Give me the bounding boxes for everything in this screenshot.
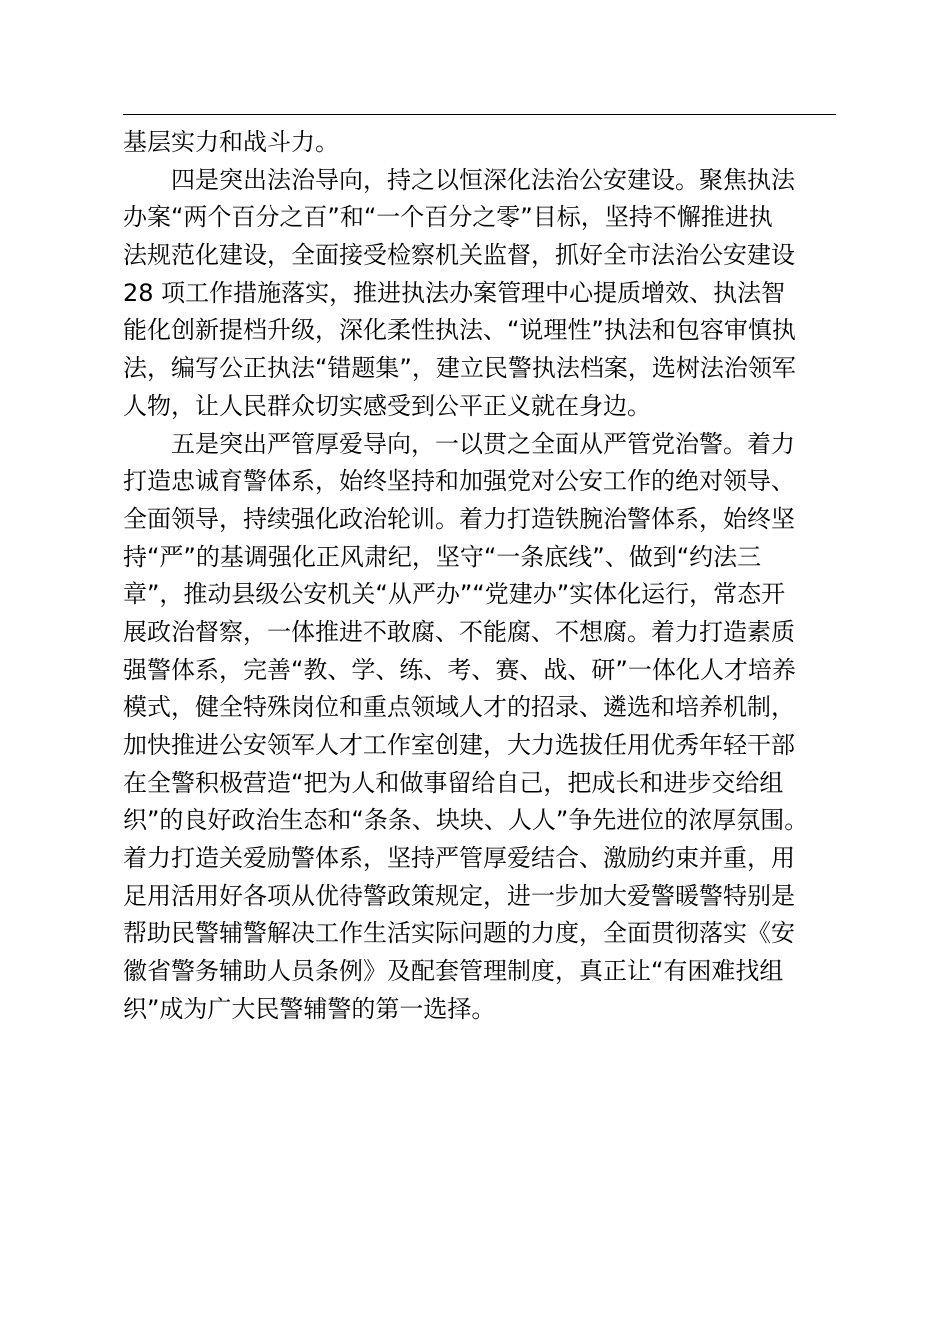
text-line: 足用活用好各项从优待警政策规定，进一步加大爱警暖警特别是 [123,881,795,910]
header-rule [123,114,836,115]
text-line: 打造忠诚育警体系，始终坚持和加强党对公安工作的绝对领导、 [123,467,795,496]
text-line: 章”，推动县级公安机关“从严办”“党建办”实体化运行，常态开 [123,580,786,609]
text-line: 持“严”的基调强化正风肃纪，坚守“一条底线”、做到“约法三 [123,542,762,571]
text-line: 人物，让人民群众切实感受到公平正义就在身边。 [123,391,651,420]
text-line: 徽省警务辅助人员条例》及配套管理制度，真正让“有困难找组 [123,957,784,986]
text-line: 织”的良好政治生态和“条条、块块、人人”争先进位的浓厚氛围。 [123,806,809,835]
text-line: 帮助民警辅警解决工作生活实际问题的力度，全面贯彻落实《安 [123,919,795,948]
text-line: 28 项工作措施落实，推进执法办案管理中心提质增效、执法智 [123,278,786,307]
text-line: 能化创新提档升级，深化柔性执法、“说理性”执法和包容审慎执 [123,316,796,345]
text-line: 在全警积极营造“把为人和做事留给自己，把成长和进步交给组 [123,768,784,797]
body-text [123,124,843,1029]
text-line: 加快推进公安领军人才工作室创建，大力选拔任用优秀年轻干部 [123,731,795,759]
text-line: 着力打造关爱励警体系，坚持严管厚爱结合、激励约束并重，用 [123,844,795,873]
text-line: 织”成为广大民警辅警的第一选择。 [123,994,496,1023]
text-line: 模式，健全特殊岗位和重点领域人才的招录、遴选和培养机制， [123,693,795,722]
text-line: 法规范化建设，全面接受检察机关监督，抓好全市法治公安建设 [123,241,795,270]
text-line: 强警体系，完善“教、学、练、考、赛、战、研”一体化人才培养 [123,655,796,684]
paragraph-4-start: 四是突出法治导向，持之以恒深化法治公安建设。聚焦执法 [171,165,795,194]
text-line: 全面领导，持续强化政治轮训。着力打造铁腕治警体系，始终坚 [123,504,795,533]
text-line: 基层实力和战斗力。 [123,128,339,156]
paragraph-5-start: 五是突出严管厚爱导向，一以贯之全面从严管党治警。着力 [171,429,795,458]
text-line: 展政治督察，一体推进不敢腐、不能腐、不想腐。着力打造素质 [123,617,795,646]
text-line: 法，编写公正执法“错题集”，建立民警执法档案，选树法治领军 [123,354,796,383]
text-line: 办案“两个百分之百”和“一个百分之零”目标，坚持不懈推进执 [123,203,773,232]
